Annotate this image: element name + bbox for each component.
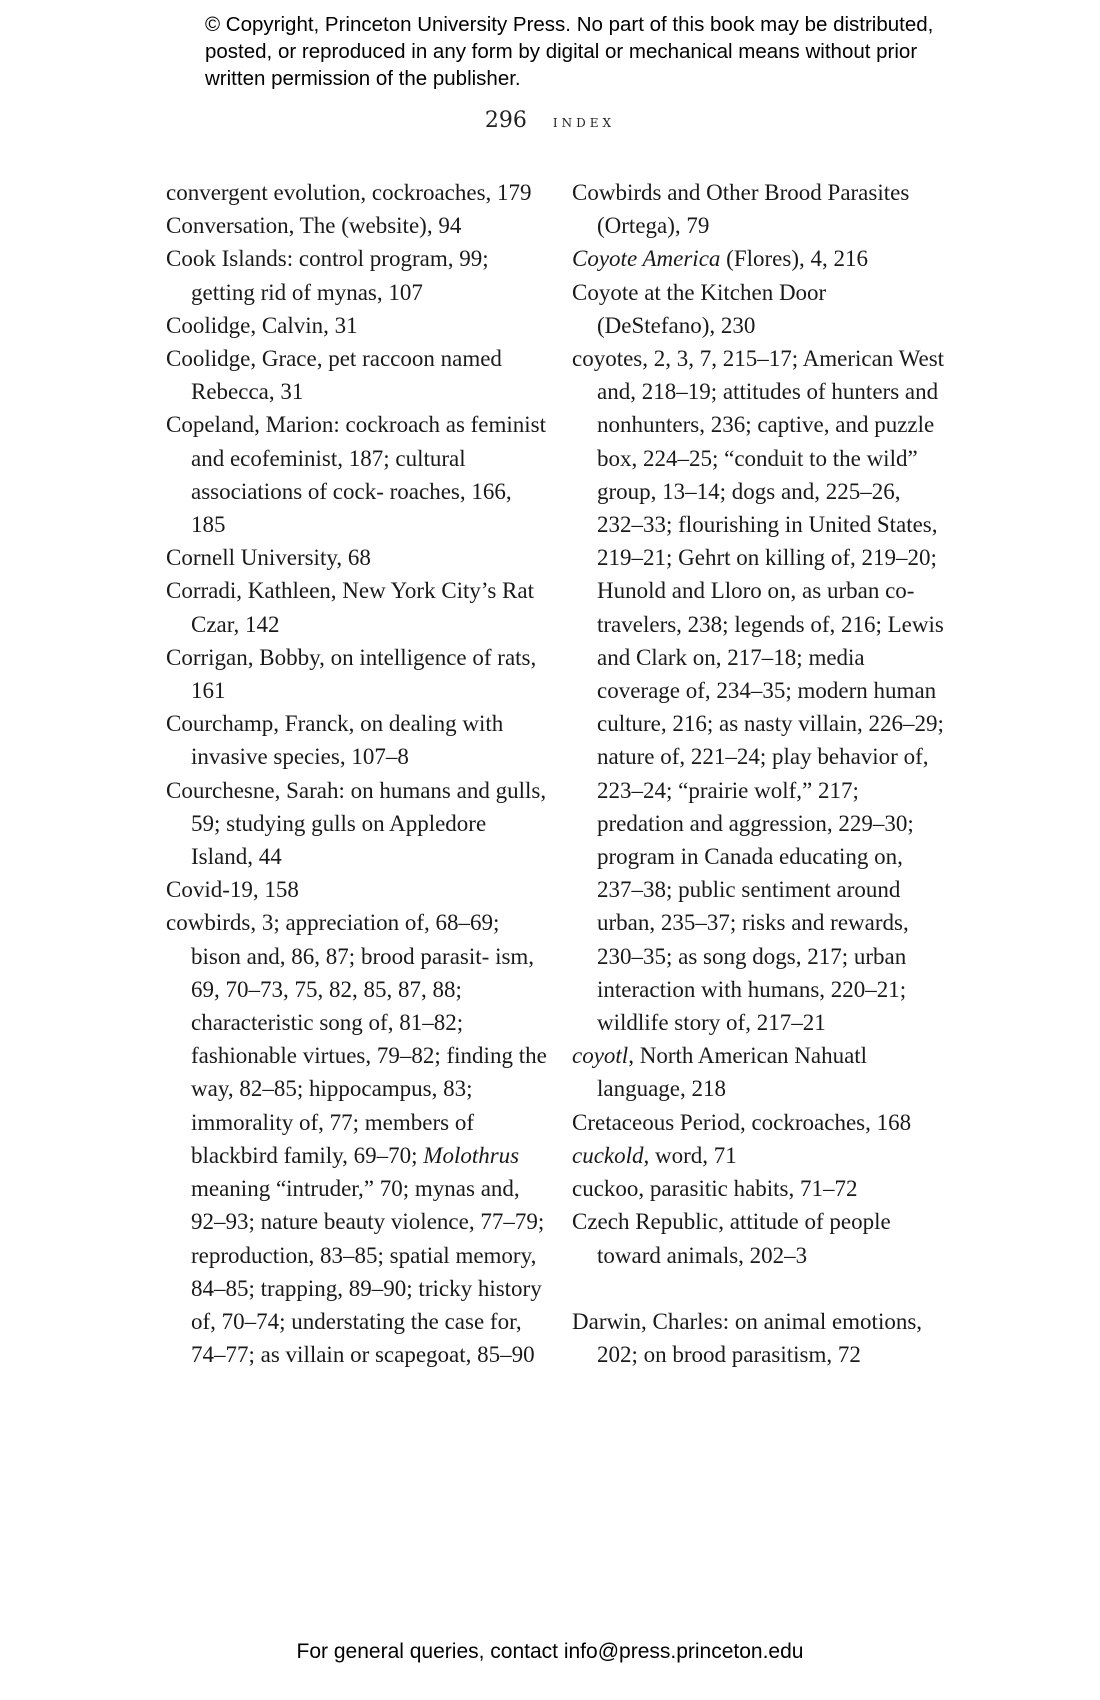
index-entry: Copeland, Marion: cockroach as feminist and ecofeminist, 187; cultural associations of cock- roaches, 166, 185 [166,412,547,538]
entry-italic-term: coyotl [572,1043,629,1069]
index-entry [572,1039,950,1105]
index-entry: Courchesne, Sarah: on humans and gulls, 59; studying gulls on Appledore Island, 44 [166,777,547,870]
index-entry: Cretaceous Period, cockroaches, 168 [572,1109,912,1135]
index-entry: Cornell University, 68 [166,545,371,571]
footer-contact: For general queries, contact info@press.princeton.edu [296,1640,804,1663]
index-entry-coyotes: coyotes, 2, 3, 7, 215–17; American West and, 218–19; attitudes of hunters and nonhunters, 236; captive, and puzzle box, 224–25; “conduit to the wild” group, 13–14; dogs and, 225–26, 232–33; flourishing in United States, 219–21; Gehrt on killing of, 219–20; Hunold and Lloro on, as urban co-travelers, 238; legends of, 216; Lewis and Clark on, 217–18; media coverage of, 234–35; modern human culture, 216; as nasty villain, 226–29; nature of, 221–24; play behavior of, 223–24; “prairie wolf,” 217; predation and aggression, 229–30; program in Canada educating on, 237–38; public sentiment around urban, 235–37; risks and rewards, 230–35; as song dogs, 217; urban interaction with humans, 220–21; wildlife story of, 217–21 [572,346,945,1036]
index-entry: Coyote at the Kitchen Door (DeStefano), 230 [572,279,827,338]
index-entry: cuckoo, parasitic habits, 71–72 [572,1176,858,1202]
entry-text: (Flores), 4, 216 [720,246,868,272]
index-entry [572,1139,950,1172]
entry-italic-term: Coyote America [572,246,721,272]
index-entry: Czech Republic, attitude of people toward animals, 202–3 [572,1209,891,1268]
index-entry: Corrigan, Bobby, on intelligence of rats, 161 [166,644,537,704]
entry-text: meaning “intruder,” 70; mynas and, 92–93; nature beauty violence, 77–79; reproduction, 83–85; spatial memory, 84–85; trapping, 89–90; tricky history of, 70–74; understating the case for, 74–77; as villain or scapegoat, 85–90 [191,1176,545,1368]
entry-text: , word, 71 [643,1142,737,1168]
index-entry [572,242,950,275]
entry-text: cowbirds, 3; appreciation of, 68–69; bison and, 86, 87; brood parasit- ism, 69, 70–73, 75, 82, 85, 87, 88; characteristic song of, 81–82; fashionable virtues, 79–82; finding the way, 82–85; hippocampus, 83; immorality of, 77; members of blackbird family, 69–70; [166,910,547,1168]
index-entry: Covid-19, 158 [166,877,299,903]
page-number: 296 [484,108,527,133]
index-entry: Coolidge, Grace, pet raccoon named Rebecca, 31 [166,346,502,405]
entry-text: , North American Nahuatl language, 218 [597,1043,868,1102]
running-head [0,108,1100,133]
index-entry-cowbirds [166,906,551,1371]
entry-italic-term: Molothrus [423,1142,520,1168]
index-entry: Coolidge, Calvin, 31 [166,312,358,338]
index-column-left [166,176,551,1371]
index-entry: Cowbirds and Other Brood Parasites (Ortega), 79 [572,180,910,239]
entry-italic-term: cuckold [572,1142,644,1168]
copyright-notice: © Copyright, Princeton University Press. No part of this book may be distributed, posted, or reproduced in any form by digital or mechanical means without prior written permission of the publisher. [205,13,934,90]
index-entry: convergent evolution, cockroaches, 179 [166,180,532,205]
index-entry: Corradi, Kathleen, New York City’s Rat Czar, 142 [166,578,534,637]
index-column-right [572,176,950,1371]
letter-group-divider [572,1272,950,1305]
index-entry: Cook Islands: control program, 99; getting rid of mynas, 107 [166,246,489,305]
section-title: index [552,112,616,131]
index-entry: Conversation, The (website), 94 [166,213,462,239]
index-entry: Courchamp, Franck, on dealing with invasive species, 107–8 [166,711,504,770]
index-entry: Darwin, Charles: on animal emotions, 202; on brood parasitism, 72 [572,1308,923,1368]
